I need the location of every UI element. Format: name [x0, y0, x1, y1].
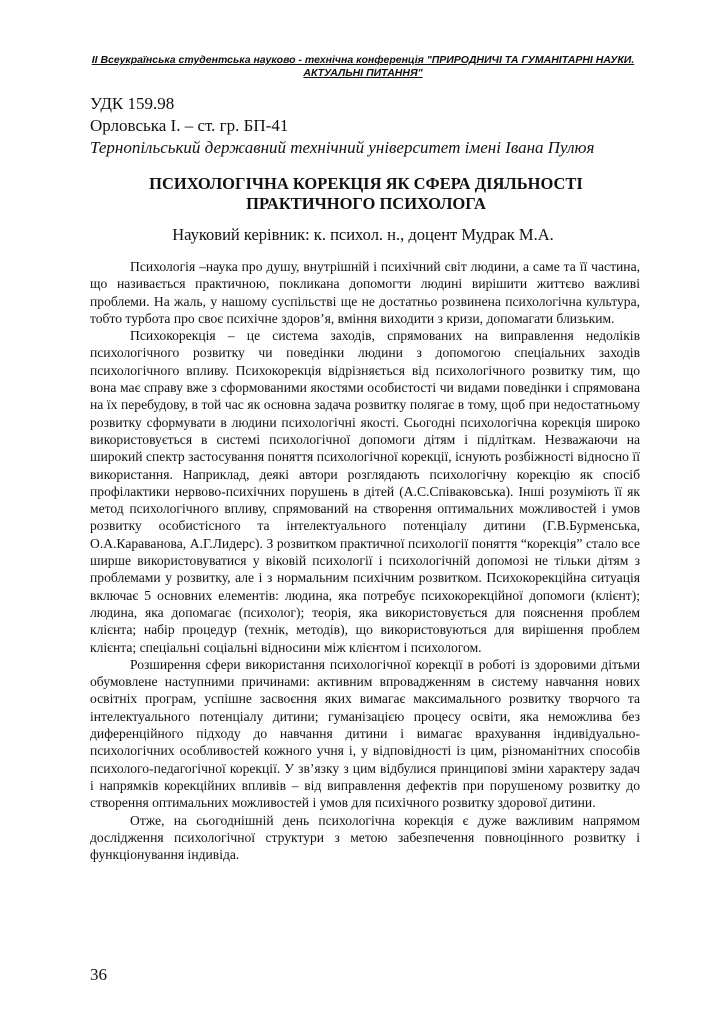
article-title-line-2: ПРАКТИЧНОГО ПСИХОЛОГА [246, 194, 486, 213]
article-title-line-1: ПСИХОЛОГІЧНА КОРЕКЦІЯ ЯК СФЕРА ДІЯЛЬНОСТІ [149, 174, 583, 193]
paragraph-4: Отже, на сьогоднішній день психологічна корекція є дуже важливим напрямом дослідження психологічної структури з метою забезпечення повноцінного розвитку і функціонування індивіда. [90, 812, 640, 863]
udc-code: УДК 159.98 [90, 94, 175, 113]
page-number: 36 [90, 965, 107, 984]
article-body [90, 258, 640, 863]
author-line: Орловська І. – ст. гр. БП-41 [90, 116, 289, 135]
conference-header-line-2: АКТУАЛЬНІ ПИТАННЯ" [303, 67, 423, 79]
paragraph-3: Розширення сфери використання психологічної корекції в роботі із здоровими дітьми обумовлене наступними причинами: активним впровадженням в систему навчання нових освітніх програм, успішне засвоєння яких вимагає максимального розвитку творчого та інтелектуального потенціалу дитини; гуманізацією процесу освіти, яка неможлива без диференційного підходу до навчання дитини і вимагає врахування індивідуально-психологічних особливостей кожного учня і, у відповідності із цим, різноманітних способів психолого-педагогічної корекції. У зв’язку з цим відбулися принципові зміни характеру задач і напрямків корекційних впливів – від виправлення дефектів при порушеному розвитку до створення оптимальних можливостей і умов для психічного розвитку здорової дитини. [90, 656, 640, 811]
article-meta [90, 93, 650, 159]
conference-header-line-1: II Всеукраїнська студентська науково - технічна конференція "ПРИРОДНИЧІ ТА ГУМАНІТАРНІ НАУКИ. [91, 54, 635, 66]
article-title [110, 174, 622, 214]
conference-header [90, 54, 636, 80]
paragraph-2: Психокорекція – це система заходів, спрямованих на виправлення недоліків психологічного розвитку чи поведінки людини з допомогою спеціальних заходів психологічного впливу. Психокорекція відрізняється від психологічного розвитку тим, що вона має справу вже з сформованими якостями особистості чи видами поведінки і спрямована на їх перебудову, в той час як основна задача розвитку полягає в тому, щоб при недостатньому розвитку сформувати в людини психологічні якості. Сьогодні психологічна корекція широко використовується в системі психологічної допомоги дітям і підліткам. Незважаючи на широкий спектр застосування поняття психологічної корекції, існують розбіжності відносно її використання. Наприклад, деякі автори розглядають психологічну корекцію як спосіб профілактики нервово-психічних порушень в дітей (А.С.Співаковська). Інші розуміють її як метод психологічного впливу, спрямований на створення оптимальних можливостей і умов розвитку особистісного та інтелектуального потенціалу дитини (Г.В.Бурменська, О.А.Караванова, А.Г.Лидерс). З розвитком практичної психології поняття “корекція” стало все ширше використовуватися у віковій психології і психологічній допомозі не тільки дітям з проблемами у розвитку, але і з нормальним психічним розвитком. Психокорекційна ситуація включає 5 основних елементів: людина, яка потребує психокорекційної допомоги (клієнт); людина, яка допомагає (психолог); теорія, яка використовується для пояснення проблем клієнта; набір процедур (технік, методів), що використовуються для вирішення проблем клієнта; спеціальні соціальні відносини між клієнтом і психологом. [90, 328, 640, 655]
paragraph-1: Психологія –наука про душу, внутрішній і психічний світ людини, а саме та її частина, що називається практичною, покликана допомогти людині вирішити життєво важливі проблеми. На жаль, у нашому суспільстві ще не достатньо розвинена психологічна культура, тобто турбота про своє психічне здоров’я, вміння виходити з кризи, допомагати близьким. [90, 259, 640, 326]
university-line: Тернопільський державний технічний університет імені Івана Пулюя [90, 138, 595, 157]
supervisor-line: Науковий керівник: к. психол. н., доцент Мудрак М.А. [172, 225, 554, 244]
